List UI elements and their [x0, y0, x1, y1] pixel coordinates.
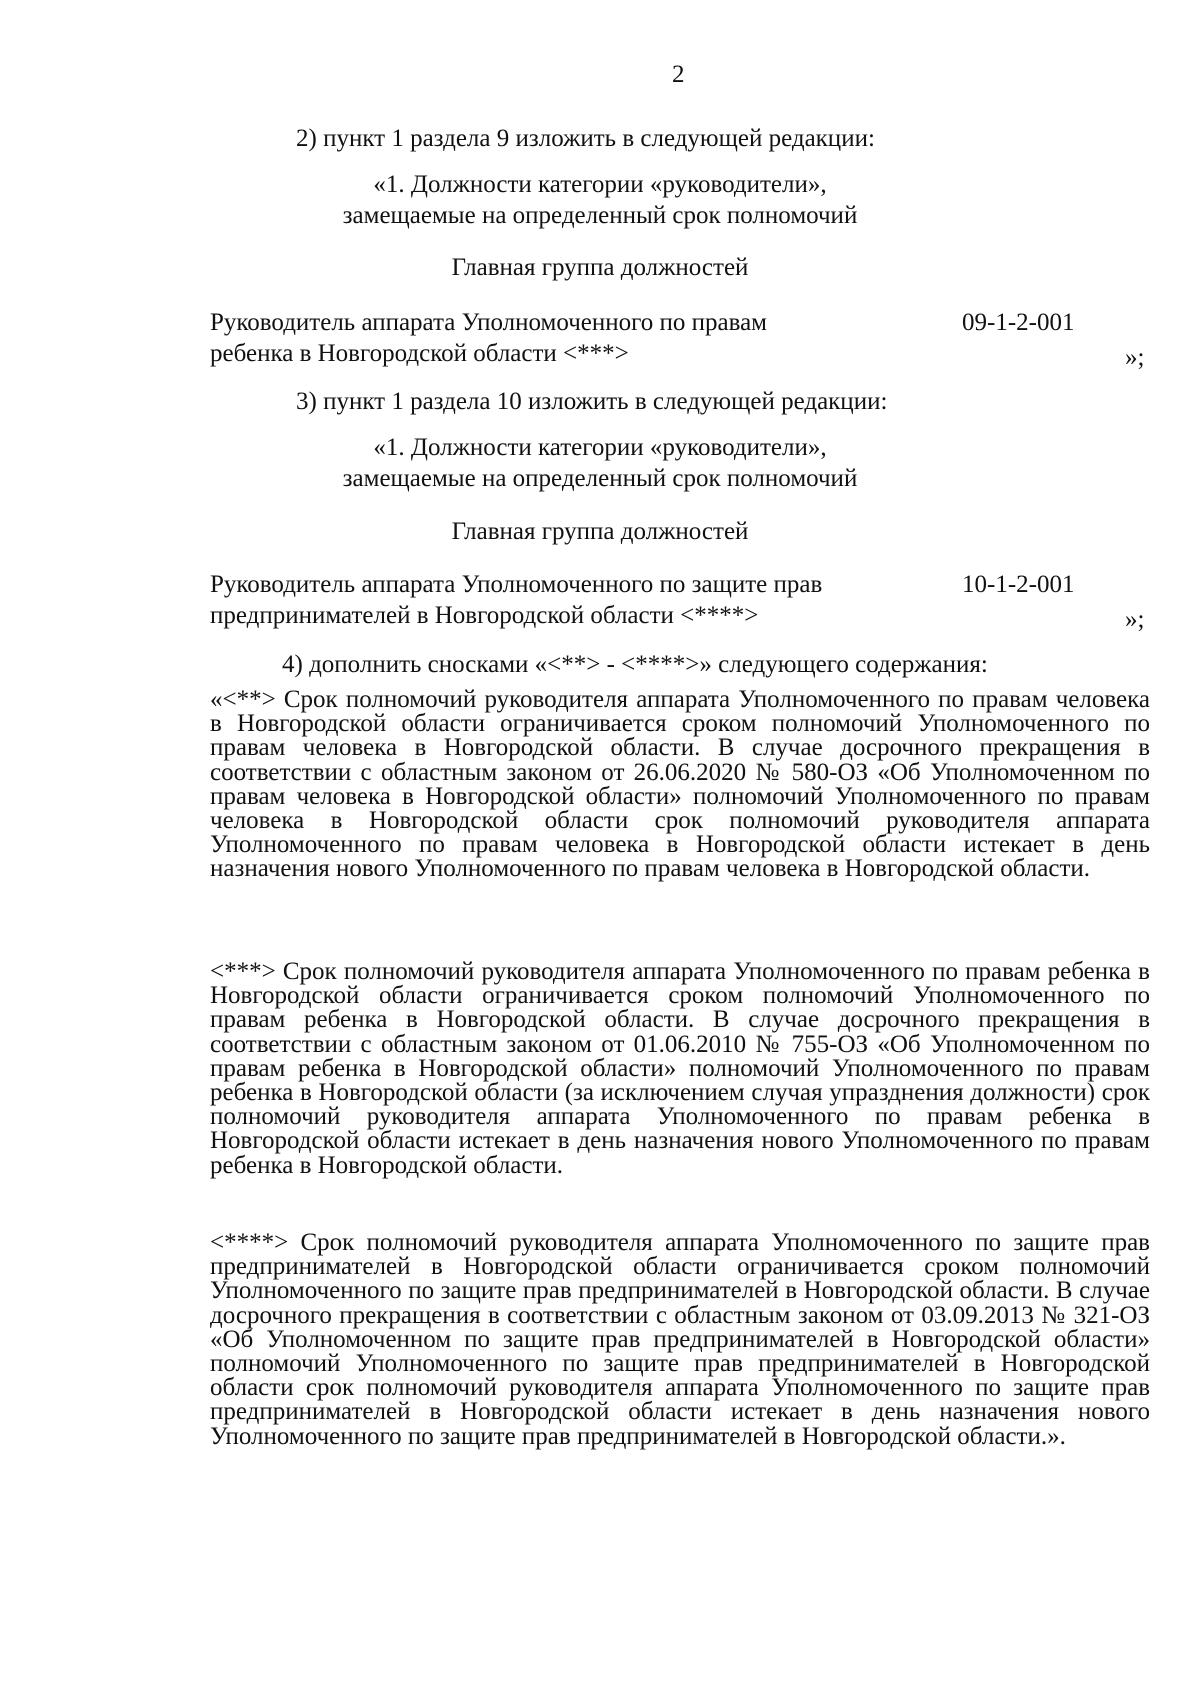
item-3-position-line2: предпринимателей в Новгородской области <****>: [210, 602, 759, 629]
item-3-position-code: 10-1-2-001: [962, 571, 1075, 598]
item-3-closing-quote: »;: [1125, 606, 1145, 633]
item-3-position-line1: Руководитель аппарата Уполномоченного по защите прав: [210, 571, 823, 598]
item-4-intro: 4) дополнить сносками «<**> - <****>» следующего содержания:: [282, 651, 988, 678]
item-3-intro: 3) пункт 1 раздела 10 изложить в следующей редакции:: [296, 388, 888, 415]
footnote-triple-star: <***> Срок полномочий руководителя аппарата Уполномоченного по правам ребенка в Новгородской области ограничивается сроком полномочий Уполномоченного по правам ребенка в Новгородской области. В случае досрочного прекращения в соответствии с областным законом от 01.06.2010 № 755-ОЗ «Об Уполномоченном по правам ребенка в Новгородской области» полномочий Уполномоченного по правам ребенка в Новгородской области (за исключением случая упразднения должности) срок полномочий руководителя аппарата Уполномоченного по правам ребенка в Новгородской области истекает в день назначения нового Уполномоченного по правам ребенка в Новгородской области.: [210, 958, 1150, 1179]
item-2-heading-line1: «1. Должности категории «руководители»,: [373, 171, 827, 198]
page-number: 2: [672, 61, 685, 88]
item-2-heading-line2: замещаемые на определенный срок полномочий: [342, 202, 858, 229]
item-3-heading-line2: замещаемые на определенный срок полномочий: [342, 465, 858, 492]
footnote-quadruple-star: <****> Срок полномочий руководителя аппарата Уполномоченного по защите прав предпринимателей в Новгородской области ограничивается сроком полномочий Уполномоченного по защите прав предпринимателей в Новгородской области. В случае досрочного прекращения в соответствии с областным законом от 03.09.2013 № 321-ОЗ «Об Уполномоченном по защите прав предпринимателей в Новгородской области» полномочий Уполномоченного по защите прав предпринимателей в Новгородской области срок полномочий руководителя аппарата Уполномоченного по защите прав предпринимателей в Новгородской области истекает в день назначения нового Уполномоченного по защите прав предпринимателей в Новгородской области.».: [210, 1229, 1150, 1450]
item-2-closing-quote: »;: [1125, 344, 1145, 371]
item-2-group-title: Главная группа должностей: [451, 254, 749, 281]
item-2-position-line1: Руководитель аппарата Уполномоченного по правам: [210, 309, 767, 336]
item-3-group-title: Главная группа должностей: [451, 518, 749, 545]
footnote-double-star: «<**> Срок полномочий руководителя аппарата Уполномоченного по правам человека в Новгородской области ограничивается сроком полномочий Уполномоченного по правам человека в Новгородской области. В случае досрочного прекращения в соответствии с областным законом от 26.06.2020 № 580-ОЗ «Об Уполномоченном по правам человека в Новгородской области» полномочий Уполномоченного по правам человека в Новгородской области срок полномочий руководителя аппарата Уполномоченного по правам человека в Новгородской области истекает в день назначения нового Уполномоченного по правам человека в Новгородской области.: [210, 686, 1150, 883]
item-2-intro: 2) пункт 1 раздела 9 изложить в следующей редакции:: [296, 125, 875, 152]
item-3-heading-line1: «1. Должности категории «руководители»,: [373, 434, 827, 461]
item-2-position-code: 09-1-2-001: [962, 309, 1075, 336]
item-2-position-line2: ребенка в Новгородской области <***>: [210, 340, 629, 367]
